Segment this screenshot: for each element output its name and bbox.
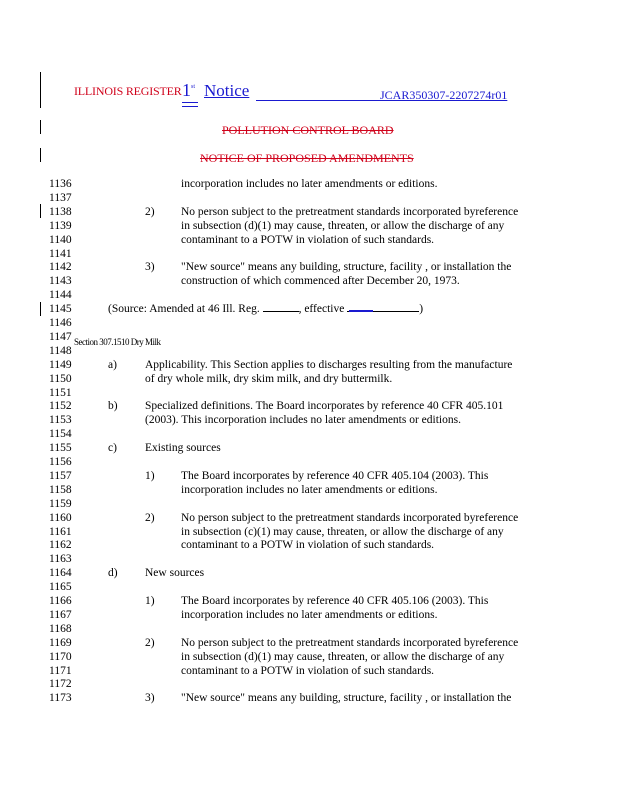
- body-text-line: contaminant to a POTW in violation of such standards.: [181, 233, 435, 246]
- line-number: 1139: [49, 219, 72, 232]
- line-number: 1153: [49, 414, 72, 427]
- body-text-line: in subsection (d)(1) may cause, threaten, or allow the discharge of any: [181, 650, 505, 663]
- line-number: 1150: [49, 372, 72, 385]
- jcar-code: JCAR350307-2207274r01: [380, 88, 508, 102]
- board-title: [222, 121, 394, 139]
- paragraph-label: c): [108, 442, 117, 455]
- body-text-line: contaminant to a POTW in violation of such standards.: [181, 664, 435, 677]
- paragraph-label: 3): [145, 261, 155, 274]
- line-number: 1172: [49, 678, 72, 691]
- change-bar: [40, 302, 41, 316]
- section-heading: [74, 332, 161, 350]
- line-number: 1140: [49, 233, 72, 246]
- paragraph-label: 3): [145, 692, 155, 705]
- body-text-line: No person subject to the pretreatment standards incorporated byreference: [181, 511, 519, 524]
- line-number: 1156: [49, 456, 72, 468]
- body-text-line: New sources: [145, 567, 205, 580]
- body-text-line: incorporation includes no later amendments or editions.: [181, 483, 438, 496]
- line-number: 1155: [49, 442, 72, 455]
- source-note: [108, 301, 423, 315]
- body-text-line: Applicability. This Section applies to discharges resulting from the manufacture: [145, 358, 513, 371]
- change-bar: [40, 148, 41, 162]
- body-text-line: "New source" means any building, structure, facility , or installation the: [181, 261, 512, 274]
- body-text-line: Specialized definitions. The Board incorporates by reference 40 CFR 405.101: [145, 400, 504, 413]
- line-number: 1162: [49, 539, 72, 552]
- body-text-line: in subsection (d)(1) may cause, threaten, or allow the discharge of any: [181, 219, 505, 232]
- line-number: 1157: [49, 469, 72, 482]
- paragraph-label: 2): [145, 205, 155, 218]
- line-number: 1160: [49, 511, 72, 524]
- notice-title-text: NOTICE OF PROPOSED AMENDMENTS: [200, 151, 414, 165]
- line-number: 1168: [49, 622, 72, 635]
- paragraph-label: b): [108, 400, 118, 413]
- line-number: 1161: [49, 525, 72, 538]
- line-number: 1159: [49, 497, 72, 510]
- paragraph-label: 1): [145, 595, 155, 607]
- line-number: 1148: [49, 344, 72, 357]
- body-text-line: in subsection (c)(1) may cause, threaten, or allow the discharge of any: [181, 525, 504, 538]
- blank-reg-page: [263, 301, 299, 312]
- line-number: 1163: [49, 553, 72, 566]
- line-number: 1166: [49, 595, 72, 607]
- source-prefix: (Source: Amended at 46 Ill. Reg.: [108, 303, 263, 315]
- register-header: [74, 82, 182, 100]
- body-text-line: Existing sources: [145, 442, 221, 455]
- paragraph-label: 2): [145, 636, 155, 649]
- blank-effective-date: [347, 301, 419, 312]
- line-number: 1170: [49, 650, 72, 663]
- paragraph-label: 1): [145, 469, 155, 482]
- paragraph-label: a): [108, 358, 117, 371]
- jcar-code-field: [380, 86, 507, 104]
- body-text-line: of dry whole milk, dry skim milk, and dry buttermilk.: [145, 372, 393, 385]
- line-number: 1171: [49, 664, 72, 677]
- line-number: 1149: [49, 358, 72, 371]
- change-bar: [40, 72, 41, 108]
- register-title: ILLINOIS REGISTER: [74, 84, 182, 98]
- body-text-line: The Board incorporates by reference 40 CFR 405.106 (2003). This: [181, 595, 489, 607]
- line-number: 1164: [49, 567, 72, 580]
- paragraph-label: d): [108, 567, 118, 580]
- source-suffix: ): [419, 303, 424, 315]
- body-text-line: No person subject to the pretreatment standards incorporated byreference: [181, 205, 519, 218]
- line-number: 1138: [49, 205, 72, 218]
- body-text-line: construction of which commenced after December 20, 1973.: [181, 275, 460, 288]
- body-text-line: "New source" means any building, structure, facility , or installation the: [181, 692, 512, 705]
- page-number: 1: [182, 80, 191, 100]
- line-number: 1154: [49, 428, 72, 441]
- line-number: 1147: [49, 330, 72, 343]
- line-number: 1165: [49, 581, 72, 594]
- page-number-field: [182, 80, 195, 101]
- line-number: 1141: [49, 247, 72, 260]
- line-number: 1143: [49, 275, 72, 288]
- body-text-line: contaminant to a POTW in violation of such standards.: [181, 539, 435, 552]
- line-number: 1145: [49, 303, 72, 316]
- line-number: 1146: [49, 317, 72, 329]
- body-text-line: No person subject to the pretreatment standards incorporated byreference: [181, 636, 519, 649]
- body-text-line: (2003). This incorporation includes no later amendments or editions.: [145, 414, 461, 427]
- notice-field: [204, 81, 249, 101]
- source-middle: , effective: [298, 303, 348, 315]
- line-number: 1136: [49, 178, 72, 190]
- line-number: 1151: [49, 386, 72, 399]
- body-text-line: The Board incorporates by reference 40 CFR 405.104 (2003). This: [181, 469, 489, 482]
- line-number: 1173: [49, 692, 72, 705]
- change-bar: [40, 204, 41, 218]
- page-number-superscript: st: [191, 84, 196, 90]
- line-number: 1144: [49, 289, 72, 302]
- body-text-line: incorporation includes no later amendments or editions.: [181, 608, 438, 621]
- change-bar: [40, 120, 41, 134]
- line-number: 1152: [49, 400, 72, 413]
- notice-label: Notice: [204, 81, 250, 100]
- line-number: 1169: [49, 636, 72, 649]
- line-number: 1158: [49, 483, 72, 496]
- notice-title: [200, 149, 414, 167]
- line-number: 1137: [49, 191, 72, 204]
- page-number-underline: [182, 106, 198, 107]
- board-title-text: POLLUTION CONTROL BOARD: [222, 123, 394, 137]
- line-number: 1167: [49, 608, 72, 621]
- page-number-underline: [182, 102, 198, 103]
- section-heading-text: Section 307.1510 Dry Milk: [74, 337, 161, 347]
- paragraph-label: 2): [145, 511, 155, 524]
- body-text-line: incorporation includes no later amendments or editions.: [181, 178, 438, 190]
- line-number: 1142: [49, 261, 72, 274]
